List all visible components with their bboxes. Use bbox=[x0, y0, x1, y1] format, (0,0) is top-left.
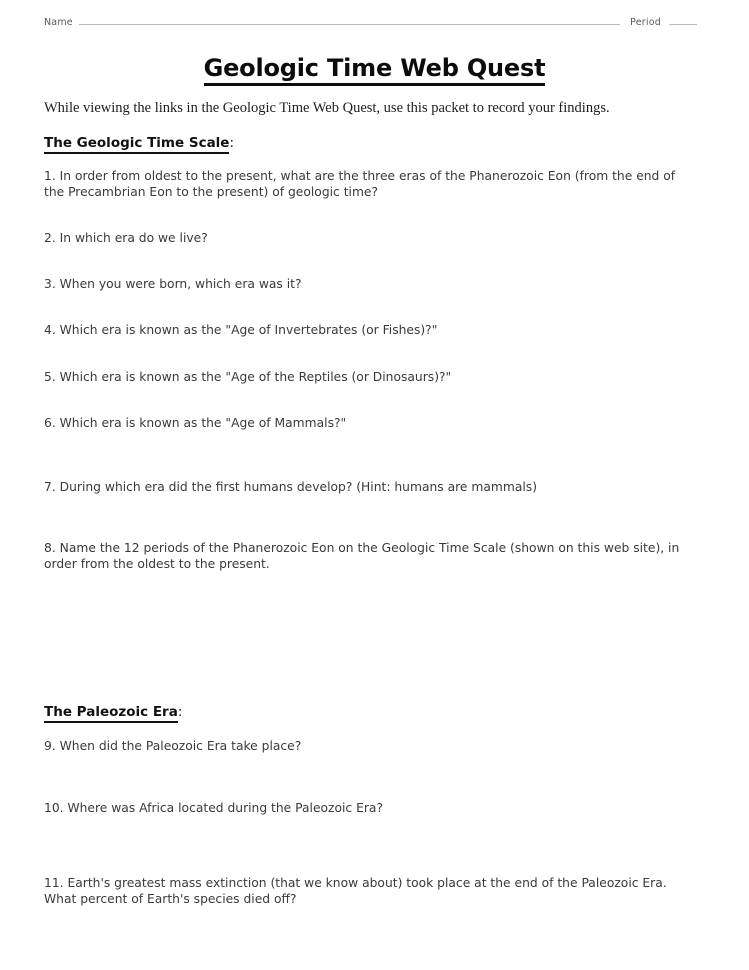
section-heading-paleozoic-era bbox=[44, 704, 182, 720]
period-write-in-line[interactable] bbox=[669, 14, 697, 25]
question-2: 2. In which era do we live? bbox=[44, 231, 208, 245]
period-label: Period bbox=[630, 17, 661, 28]
question-1: 1. In order from oldest to the present, what are the three eras of the Phanerozoic Eon (from the end of the Precambrian Eon to the present) of geologic time? bbox=[44, 169, 676, 200]
question-7: 7. During which era did the first humans develop? (Hint: humans are mammals) bbox=[44, 480, 538, 494]
question-4: 4. Which era is known as the "Age of Invertebrates (or Fishes)?" bbox=[44, 323, 438, 337]
section-heading-paleozoic-era-text: The Paleozoic Era bbox=[44, 704, 178, 723]
question-9: 9. When did the Paleozoic Era take place? bbox=[44, 739, 302, 753]
name-label: Name bbox=[44, 17, 73, 28]
question-5: 5. Which era is known as the "Age of the Reptiles (or Dinosaurs)?" bbox=[44, 370, 452, 384]
section-heading-geologic-time-scale-text: The Geologic Time Scale bbox=[44, 135, 229, 154]
question-6: 6. Which era is known as the "Age of Mammals?" bbox=[44, 416, 347, 430]
question-10: 10. Where was Africa located during the Paleozoic Era? bbox=[44, 801, 383, 815]
name-period-row bbox=[44, 14, 697, 30]
intro-instructions: While viewing the links in the Geologic Time Web Quest, use this packet to record your findings. bbox=[44, 100, 610, 116]
name-write-in-line[interactable] bbox=[79, 14, 620, 25]
question-8: 8. Name the 12 periods of the Phanerozoic Eon on the Geologic Time Scale (shown on this web site), in order from the oldest to the present. bbox=[44, 541, 680, 572]
page-title-text: Geologic Time Web Quest bbox=[204, 54, 546, 86]
section-heading-geologic-time-scale bbox=[44, 135, 234, 151]
question-3: 3. When you were born, which era was it? bbox=[44, 277, 302, 291]
section-heading-geologic-time-scale-colon: : bbox=[229, 135, 235, 151]
page-title bbox=[0, 54, 749, 82]
question-11: 11. Earth's greatest mass extinction (that we know about) took place at the end of the Paleozoic Era. What percent of Earth's species died off? bbox=[44, 876, 667, 907]
section-heading-paleozoic-era-colon: : bbox=[177, 704, 183, 720]
